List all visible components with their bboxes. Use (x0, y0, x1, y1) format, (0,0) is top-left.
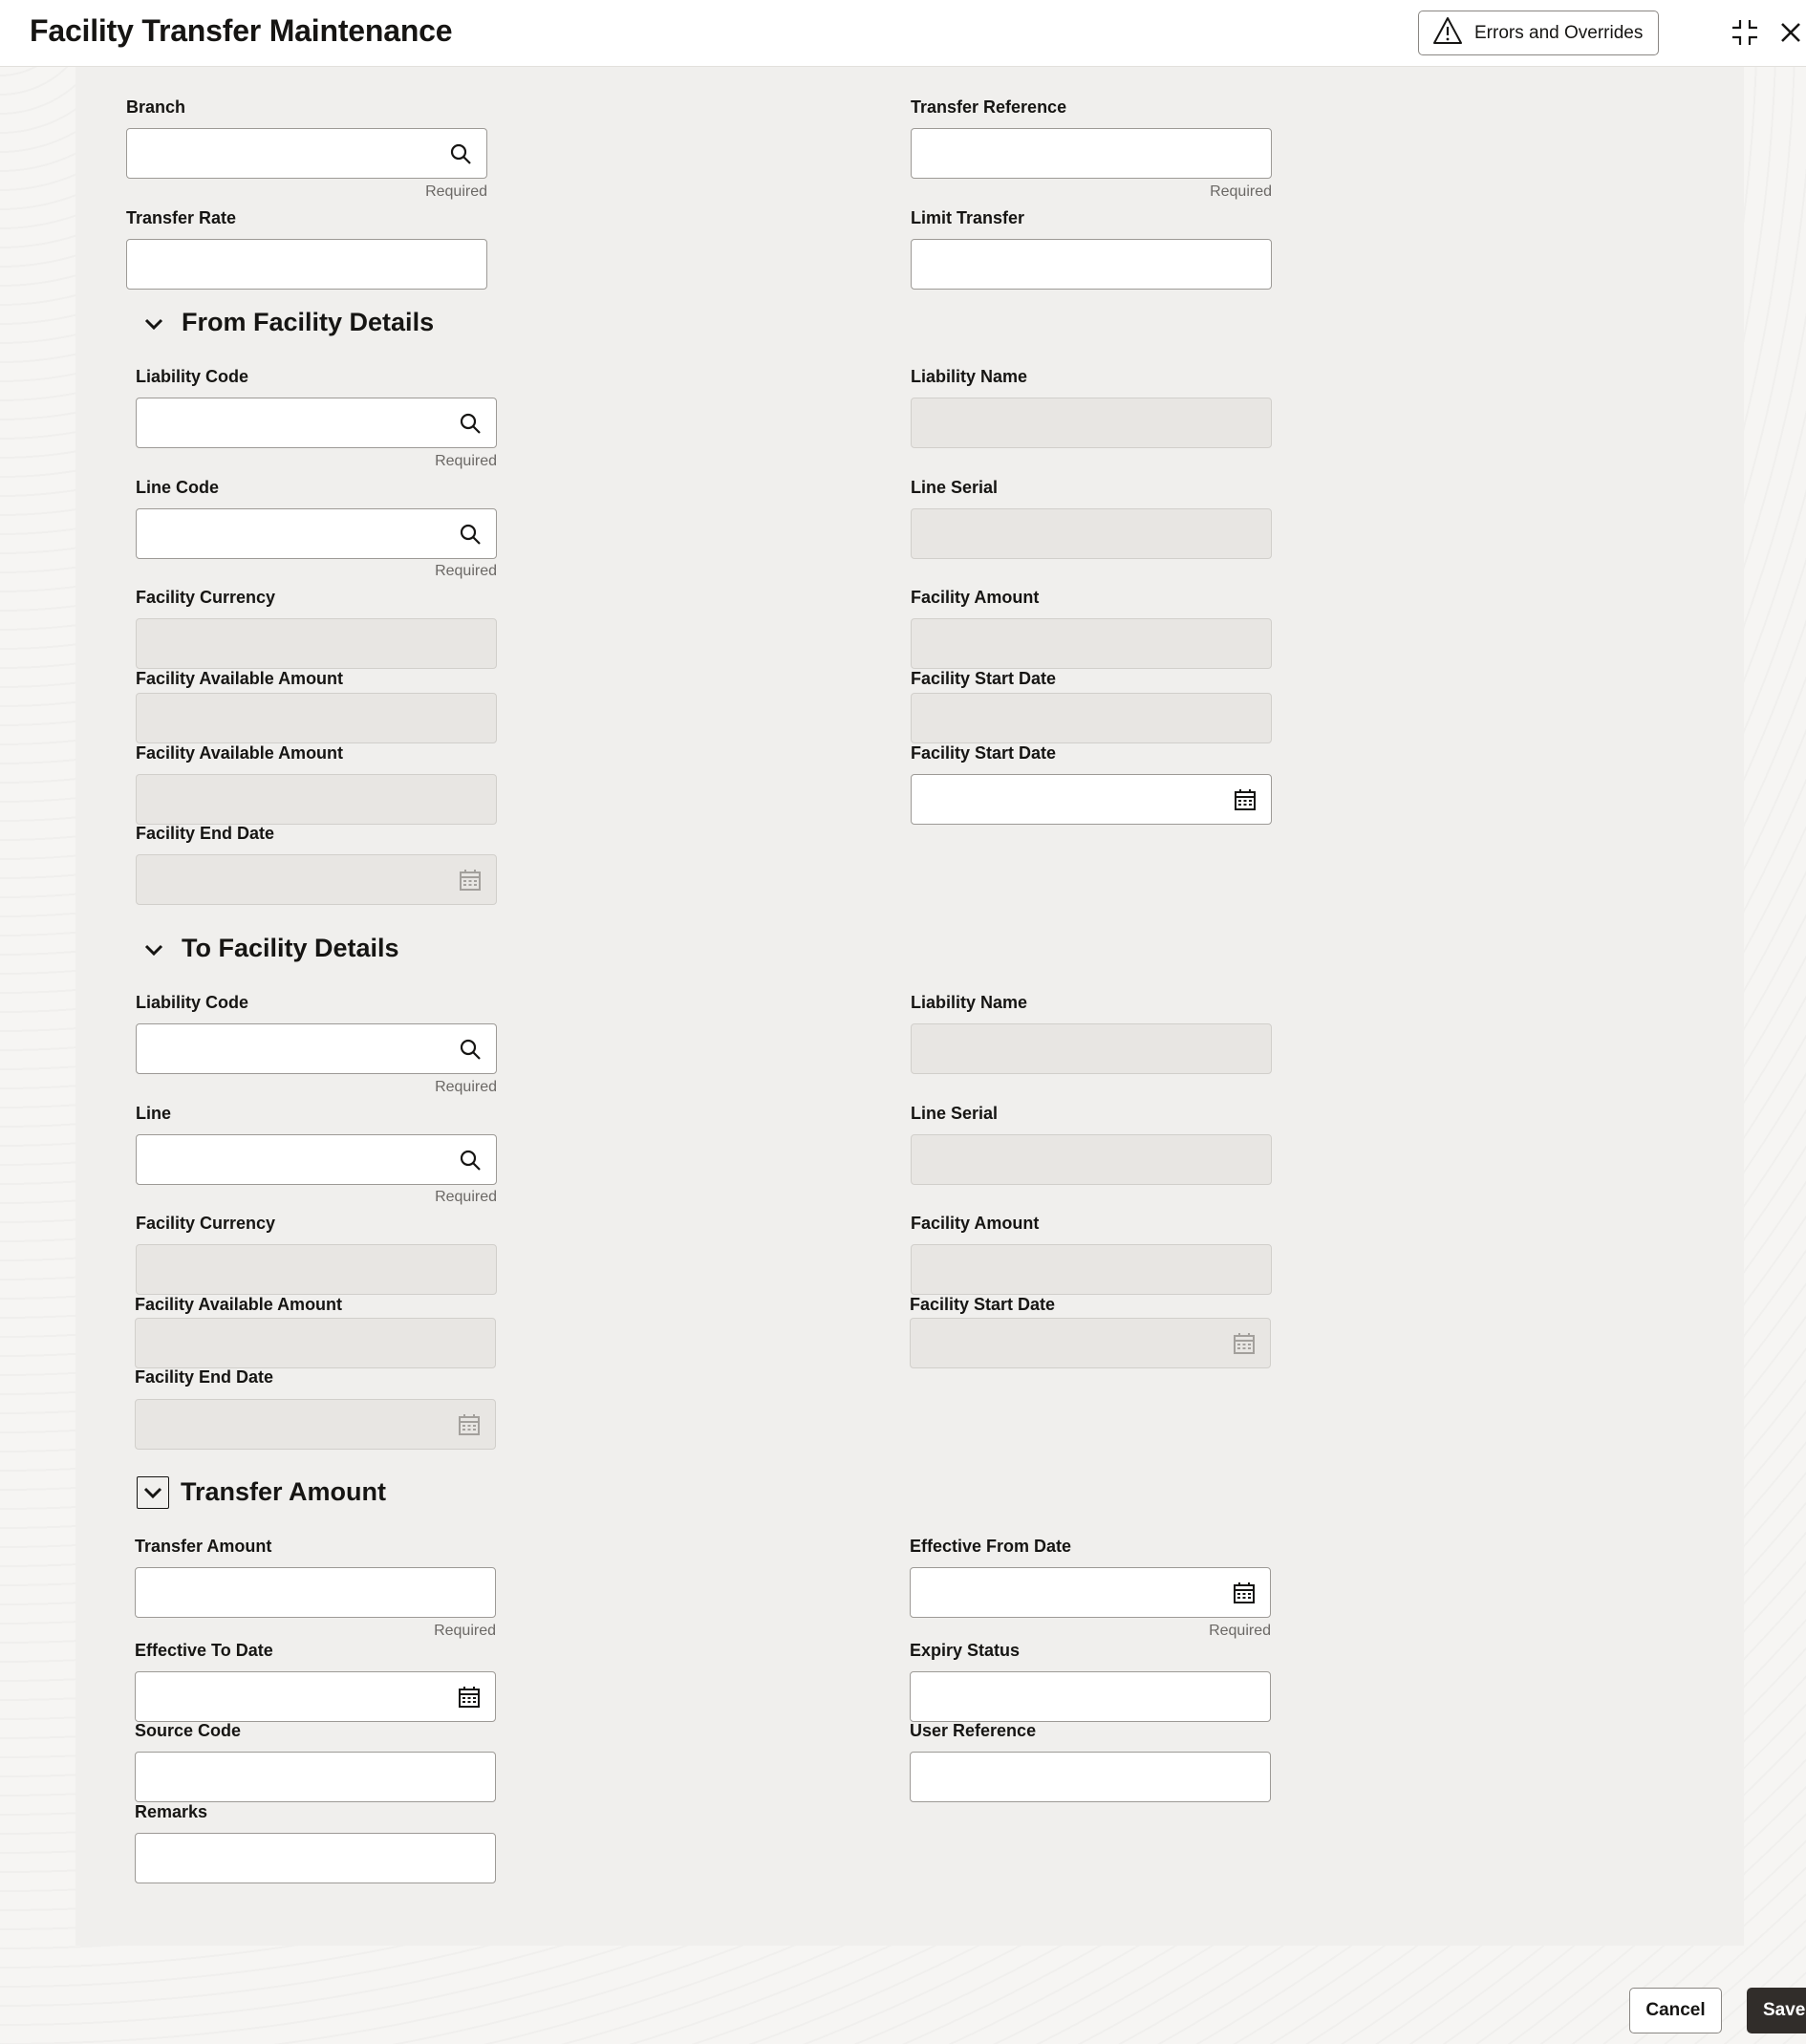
from-section-chevron-down-icon[interactable] (137, 307, 171, 341)
to-facility-start-date-field (910, 1318, 1271, 1368)
to-line-label: Line (136, 1104, 172, 1123)
transfer-reference-required: Required (1210, 183, 1272, 200)
expiry-status-input[interactable] (910, 1671, 1271, 1722)
search-icon[interactable] (458, 522, 483, 547)
calendar-icon[interactable] (1233, 787, 1258, 812)
source-code-label: Source Code (135, 1721, 242, 1740)
from-facility-start-date-field (911, 693, 1272, 743)
from-facility-amount-field (911, 618, 1272, 669)
effective-from-date-label: Effective From Date (910, 1537, 1072, 1556)
from-facility-details-title: From Facility Details (182, 308, 435, 336)
to-liability-code-required: Required (435, 1079, 497, 1095)
to-line-serial-label: Line Serial (911, 1104, 999, 1123)
transfer-rate-label: Transfer Rate (126, 208, 237, 227)
from-liability-name-field (911, 398, 1272, 448)
to-liability-name-field (911, 1023, 1272, 1074)
from-facility-currency-field (136, 618, 497, 669)
from-line-code-input[interactable] (136, 508, 497, 559)
search-icon[interactable] (458, 411, 483, 436)
limit-transfer-label: Limit Transfer (911, 208, 1025, 227)
to-facility-currency-label: Facility Currency (136, 1214, 276, 1233)
from-facility-start-date-label: Facility Start Date (911, 669, 1057, 688)
source-code-input[interactable] (135, 1752, 496, 1802)
search-icon[interactable] (448, 141, 473, 166)
cancel-button[interactable]: Cancel (1629, 1988, 1722, 2033)
from-liability-code-required: Required (435, 453, 497, 469)
from-facility-start-date-2-input[interactable] (911, 774, 1272, 825)
from-facility-currency-label: Facility Currency (136, 588, 276, 607)
page-header (0, 0, 1806, 67)
to-line-serial-field (911, 1134, 1272, 1185)
from-line-serial-field (911, 508, 1272, 559)
transfer-amount-label: Transfer Amount (135, 1537, 272, 1556)
to-facility-start-date-label: Facility Start Date (910, 1295, 1056, 1314)
from-liability-code-input[interactable] (136, 398, 497, 448)
close-icon[interactable] (1774, 15, 1806, 50)
to-line-input[interactable] (136, 1134, 497, 1185)
transfer-reference-label: Transfer Reference (911, 97, 1067, 117)
from-facility-available-amount-label: Facility Available Amount (136, 669, 344, 688)
to-facility-end-date-field (135, 1399, 496, 1450)
transfer-reference-input[interactable] (911, 128, 1272, 179)
to-facility-amount-field (911, 1244, 1272, 1295)
effective-to-date-input[interactable] (135, 1671, 496, 1722)
search-icon[interactable] (458, 1037, 483, 1062)
limit-transfer-input[interactable] (911, 239, 1272, 290)
errors-and-overrides-button[interactable] (1418, 11, 1659, 55)
to-facility-available-amount-label: Facility Available Amount (135, 1295, 343, 1314)
from-facility-start-date-2-label: Facility Start Date (911, 743, 1057, 763)
effective-from-date-input[interactable] (910, 1567, 1271, 1618)
from-line-serial-label: Line Serial (911, 478, 999, 497)
errors-and-overrides-label: Errors and Overrides (1474, 22, 1644, 43)
from-liability-code-label: Liability Code (136, 367, 249, 386)
to-facility-currency-field (136, 1244, 497, 1295)
calendar-icon[interactable] (1232, 1581, 1257, 1605)
calendar-icon (1232, 1331, 1257, 1356)
from-facility-available-amount-2-label: Facility Available Amount (136, 743, 344, 763)
calendar-icon (458, 868, 483, 893)
to-liability-code-label: Liability Code (136, 993, 249, 1012)
to-facility-details-title: To Facility Details (182, 934, 399, 962)
to-liability-name-label: Liability Name (911, 993, 1028, 1012)
expiry-status-label: Expiry Status (910, 1641, 1021, 1660)
remarks-input[interactable] (135, 1833, 496, 1883)
from-line-code-required: Required (435, 563, 497, 579)
remarks-label: Remarks (135, 1802, 208, 1821)
calendar-icon[interactable] (457, 1685, 482, 1710)
branch-required: Required (425, 183, 487, 200)
save-button[interactable]: Save (1747, 1988, 1806, 2033)
from-facility-amount-label: Facility Amount (911, 588, 1040, 607)
user-reference-input[interactable] (910, 1752, 1271, 1802)
from-facility-end-date-field (136, 854, 497, 905)
transfer-rate-input[interactable] (126, 239, 487, 290)
from-line-code-label: Line Code (136, 478, 220, 497)
effective-from-date-required: Required (1209, 1623, 1271, 1639)
to-facility-end-date-label: Facility End Date (135, 1367, 274, 1387)
from-facility-available-amount-field (136, 693, 497, 743)
transfer-amount-required: Required (434, 1623, 496, 1639)
branch-label: Branch (126, 97, 186, 117)
search-icon[interactable] (458, 1148, 483, 1173)
to-line-required: Required (435, 1189, 497, 1205)
user-reference-label: User Reference (910, 1721, 1037, 1740)
transfer-amount-input[interactable] (135, 1567, 496, 1618)
from-facility-available-amount-2-field (136, 774, 497, 825)
from-facility-end-date-label: Facility End Date (136, 824, 275, 843)
effective-to-date-label: Effective To Date (135, 1641, 273, 1660)
to-section-chevron-down-icon[interactable] (137, 933, 171, 967)
calendar-icon (457, 1412, 482, 1437)
branch-input[interactable] (126, 128, 487, 179)
transfer-amount-section-title: Transfer Amount (181, 1477, 387, 1506)
page-title: Facility Transfer Maintenance (30, 13, 453, 48)
to-facility-available-amount-field (135, 1318, 496, 1368)
to-liability-code-input[interactable] (136, 1023, 497, 1074)
form-panel (75, 67, 1744, 1946)
warning-icon (1432, 16, 1463, 51)
minimize-icon[interactable] (1728, 15, 1762, 50)
to-facility-amount-label: Facility Amount (911, 1214, 1040, 1233)
amount-section-chevron-down-icon[interactable] (137, 1476, 169, 1509)
from-liability-name-label: Liability Name (911, 367, 1028, 386)
